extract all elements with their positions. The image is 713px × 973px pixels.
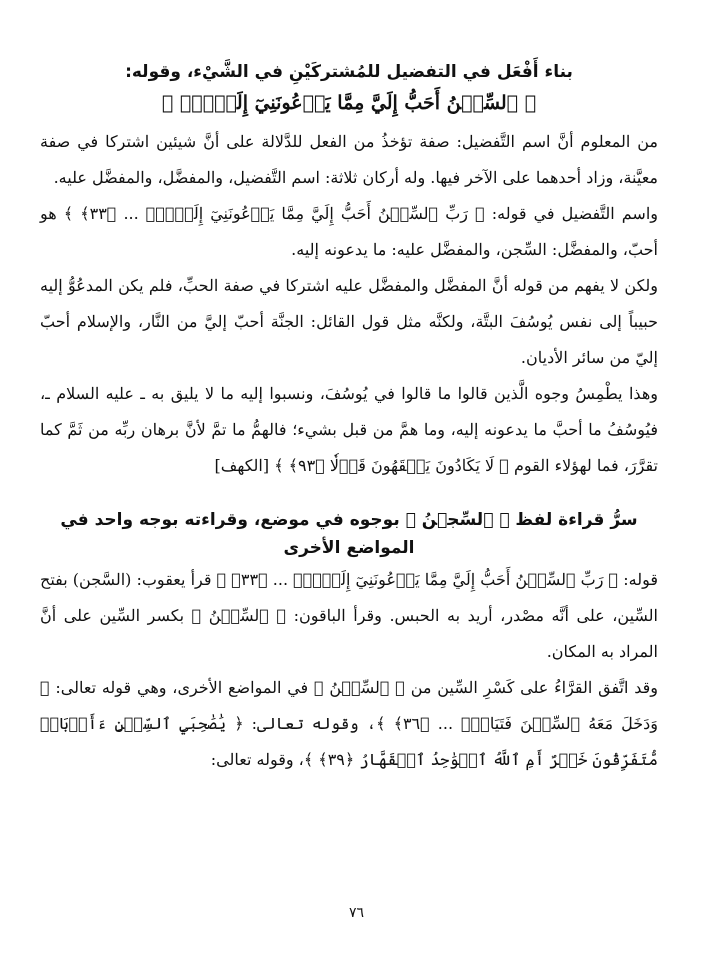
paragraph-6: وقد اتَّفق القرَّاءُ على كَسْرِ السِّين من ﴿ ٱلسِّجۡنُ ﴾ في المواضع الأخرى، وهي قوله تعالى: ﴿ وَدَخَلَ مَعَهُ ٱلسِّجۡنَ فَتَيَانِۖ ... ﴿٣٦﴾ ﴾، وقوله تعالى: ﴿ يَٰصَٰحِبَيِ ٱلسِّجۡنِ ءَأَرۡبَابٞ مُّتَفَرِّقُونَ خَيۡرٌ أَمِ ٱللَّهُ ٱلۡوَٰحِدُ ٱلۡقَهَّارُ ﴿٣٩﴾ ﴾، وقوله تعالى: — [40, 678, 658, 769]
paragraph-5: قوله: ﴿ رَبِّ ٱلسِّجۡنُ أَحَبُّ إِلَيَّ مِمَّا يَدۡعُونَنِيٓ إِلَيۡهِۖ ... ﴿٣٣﴾ ﴾ قرأ يعقوب: (السَّجن) بفتح السِّين، على أنَّه مصْدر، أريد به الحبس. وقرأ الباقون: ﴿ ٱلسِّجۡنُ ﴾ بكسر السِّين على أنَّ المراد به المكان. — [40, 570, 659, 661]
paragraph-4: وهذا يطْمِسُ وجوه الَّذين قالوا ما قالوا في يُوسُفَ، ونسبوا إليه ما لا يليق به ـ عليه السلام ـ، فيُوسُفُ ما أحبَّ ما يدعونه إليه، وما همَّ من قبل بشيء؛ فالهمُّ ما تمَّ لأنَّ برهان ربِّه من ثَمَّ كما تقرَّرَ، فما لهؤلاء القوم ﴿ لَا يَكَادُونَ يَفۡقَهُونَ قَوۡلٗا ﴿٩٣﴾ ﴾ [الكهف] — [40, 384, 658, 475]
section-2 — [40, 506, 658, 778]
section-heading-2: سرُّ قراءة لفظ ﴿ ٱلسِّجۡنُ ﴾ بوجوه في موضع، وقراءته بوجه واحد في المواضع الأخرى — [60, 510, 638, 558]
paragraph-3: ولكن لا يفهم من قوله أنَّ المفضَّل والمفضَّل عليه اشتركا في صفة الحبِّ، فلم يكن المدعُوُّ إليه حبيباً إلى نفس يُوسُفَ البتَّة، ولكنَّه مثل قول القائل: الجنَّة أحبّ إليَّ من النَّار، والإسلام أحبّ إليّ من سائر الأديان. — [40, 276, 658, 367]
section-heading-1: بناء أَفْعَل في التفضيل للمُشتركَيْنِ في الشَّيْء، وقوله: — [125, 62, 573, 82]
page-number: ٧٦ — [348, 905, 365, 921]
heading-verse-1: ﴿ ٱلسِّجۡنُ أَحَبُّ إِلَيَّ مِمَّا يَدۡعُونَنِيٓ إِلَيۡهِۖ ﴾ — [161, 92, 537, 114]
page-body — [40, 58, 658, 973]
paragraph-1: من المعلوم أنَّ اسم التَّفضيل: صفة تؤخذُ من الفعل للدَّلالة على أنَّ شيئين اشتركا في صفة معيَّنة، وزاد أحدهما على الآخر فيها. وله أركان ثلاثة: اسم التَّفضيل، والمفضَّل، والمفضَّل عليه. — [40, 132, 658, 187]
paragraph-2: واسم التَّفضيل في قوله: ﴿ رَبِّ ٱلسِّجۡنُ أَحَبُّ إِلَيَّ مِمَّا يَدۡعُونَنِيٓ إِلَيۡهِۖ ... ﴿٣٣﴾ ﴾ هو أحبّ، والمفضَّل: السِّجن، والمفضَّل عليه: ما يدعونه إليه. — [40, 204, 659, 259]
